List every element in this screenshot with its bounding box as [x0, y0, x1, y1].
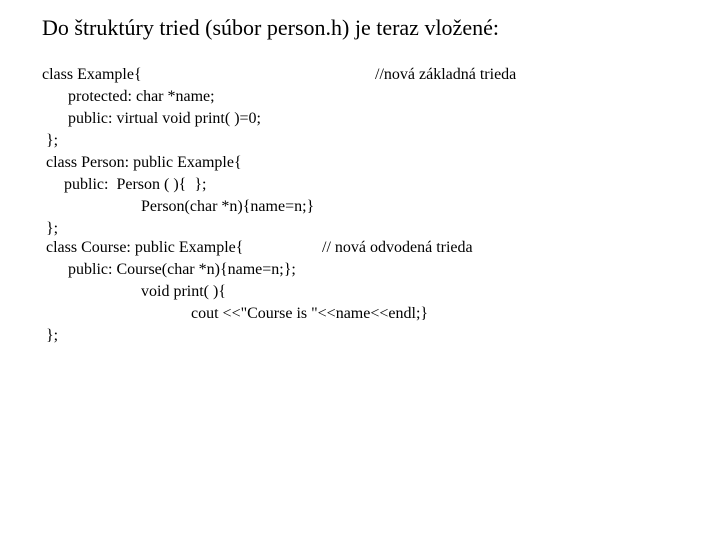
- code-line-course-print: void print( ){: [141, 283, 226, 300]
- code-comment-derived-class: // nová odvodená trieda: [322, 239, 473, 256]
- code-line-person-ctor: Person(char *n){name=n;}: [141, 198, 315, 215]
- code-line-protected-name: protected: char *name;: [68, 88, 215, 105]
- code-line-close-person: };: [46, 220, 59, 237]
- code-line-virtual-print: public: virtual void print( )=0;: [68, 110, 261, 127]
- code-line-class-course: class Course: public Example{: [46, 239, 244, 256]
- code-line-person-default-ctor: public: Person ( ){ };: [64, 176, 207, 193]
- code-line-course-ctor: public: Course(char *n){name=n;};: [68, 261, 296, 278]
- slide-title: Do štruktúry tried (súbor person.h) je teraz vložené:: [42, 15, 499, 40]
- code-line-close-course: };: [46, 327, 59, 344]
- code-line-cout: cout <<"Course is "<<name<<endl;}: [191, 305, 429, 322]
- code-line-close-example: };: [46, 132, 59, 149]
- code-comment-base-class: //nová základná trieda: [375, 66, 517, 83]
- code-line-class-example: class Example{: [42, 66, 142, 83]
- code-line-class-person: class Person: public Example{: [46, 154, 242, 171]
